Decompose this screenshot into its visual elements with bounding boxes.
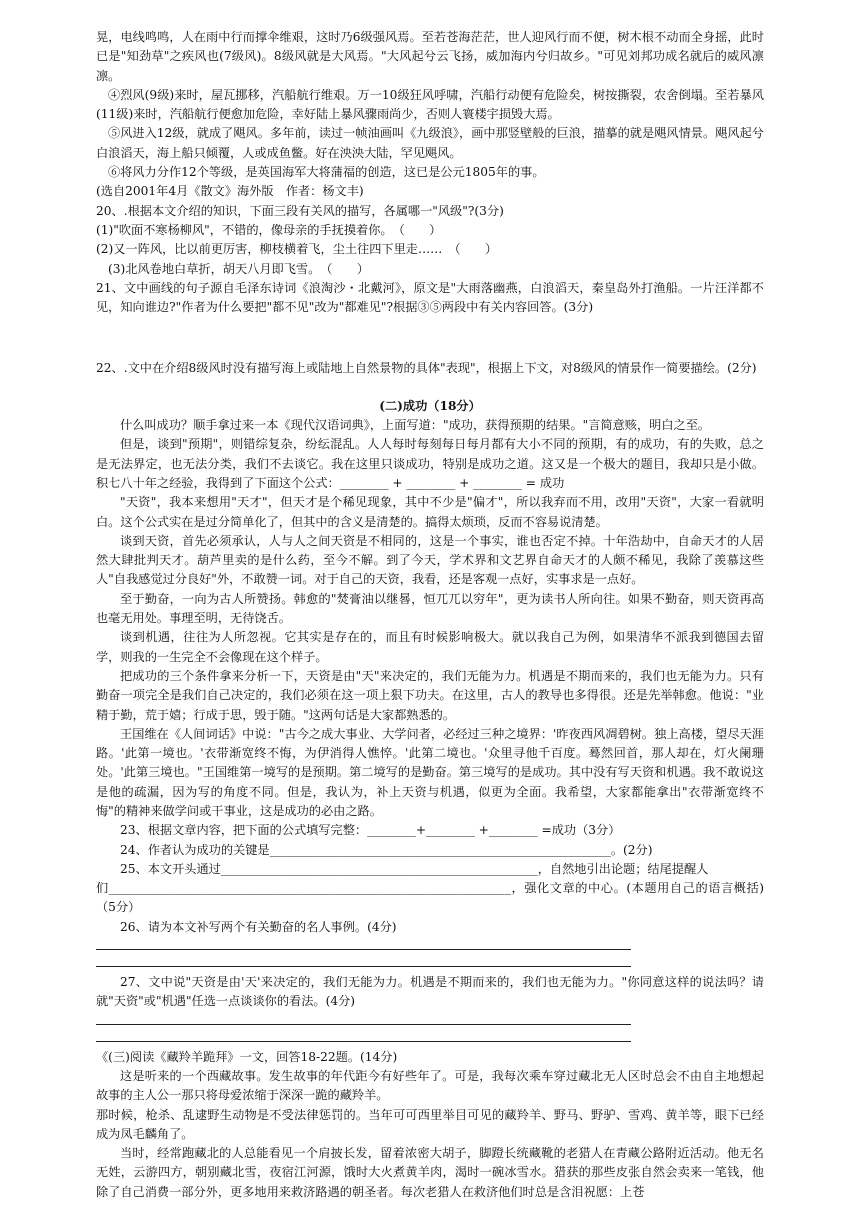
answer-line[interactable] [96, 1041, 631, 1042]
question-20: 20、.根据本文介绍的知识，下面三段有关风的描写，各属哪一"风级"?(3分) [96, 203, 504, 218]
question-23: 23、根据文章内容，把下面的公式填写完整：________+________ +________ =成功（3分） [120, 823, 621, 838]
question-20-item: (1)"吹面不寒杨柳风"，不错的，像母亲的手抚摸着你。 （ ） [96, 222, 442, 237]
source-note: (选自2001年4月《散文》海外版 作者：杨文丰) [96, 184, 364, 199]
answer-line[interactable] [96, 949, 631, 950]
question-20-item: (2)又一阵风，比以前更厉害，柳枝横着飞，尘土往四下里走…… （ ） [96, 242, 498, 257]
spacer [96, 379, 764, 391]
document-page [96, 28, 764, 1202]
answer-line[interactable] [96, 966, 631, 967]
paragraph: 这是听来的一个西藏故事。发生故事的年代距今有好些年了。可是，我每次乘车穿过藏北无人区时总会不由自主地想起故事的主人公一那只将母爱浓缩于深深一跪的藏羚羊。 [96, 1068, 764, 1103]
section-heading: 《(三)阅读《藏羚羊跪拜》一文，回答18-22题。(14分) [96, 1049, 398, 1064]
question-21: 21、文中画线的句子源自毛泽东诗词《浪淘沙・北戴河》，原文是"大雨落幽燕，白浪滔天，秦皇岛外打渔船。一片汪洋都不见，知向谁边?"作者为什么要把"都不见"改为"都难见"?根据③⑤两段中有关内容回答。(3分) [96, 280, 764, 315]
paragraph: "天资"，我本来想用"天才"，但天才是个稀见现象，其中不少是"偏才"，所以我弃而不用，改用"天资"，大家一看就明白。这个公式实在是过分简单化了，但其中的含义是清楚的。搞得太烦琐，反而不容易说清楚。 [96, 495, 764, 529]
question-25-cont: 们__________________________________________________________________，强化文章的中心。(本题用自己的语言概括)（5分） [96, 881, 764, 915]
paragraph: 把成功的三个条件拿来分析一下，天资是由"天"来决定的，我们无能为力。机遇是不期而来的，我们也无能为力。只有勤奋一项完全是我们自己决定的，我们必须在这一项上狠下功夫。在这里，古人的教导也多得很。还是先举韩愈。他说："业精于勤，荒于嬉；行成于思，毁于随。"这两句话是大家都熟悉的。 [96, 668, 764, 722]
paragraph: 那时候，枪杀、乱逮野生动物是不受法律惩罚的。当年可可西里举目可见的藏羚羊、野马、野驴、雪鸡、黄羊等，眼下已经成为凤毛麟角了。 [96, 1107, 764, 1141]
paragraph: 但是，谈到"预期"，则错综复杂，纷纭混乱。人人每时每刻每日每月都有大小不同的预期，有的成功，有的失败，总之是无法界定，也无法分类，我们不去谈它。我在这里只谈成功，特别是成功之道。这又是一个极大的题目，我却只是小做。积七八十年之经验，我得到了下面这个公式：________ + ________ + ________ = 成功 [96, 437, 764, 490]
question-25: 25、本文开头通过____________________________________________________，自然地引出论题；结尾提醒人 [120, 861, 709, 876]
question-20-item: (3)北风卷地白草折，胡天八月即飞雪。 （ ） [108, 261, 370, 276]
answer-space[interactable] [96, 317, 764, 359]
paragraph: 当时，经常跑藏北的人总能看见一个肩披长发，留着浓密大胡子，脚蹬长统藏靴的老猎人在青藏公路附近活动。他无名无姓，云游四方，朝别藏北雪，夜宿江河源，饿时大火煮黄羊肉，渴时一碗冰雪水。猎获的那些皮张自然会卖来一笔钱，他除了自己消费一部分外，更多地用来救济路遇的朝圣者。每次老猎人在救济他们时总是含泪祝愿：上苍 [96, 1146, 764, 1199]
section-title: (二)成功（18分） [379, 398, 481, 413]
paragraph: 谈到机遇，往往为人所忽视。它其实是存在的，而且有时候影响极大。就以我自己为例，如果清华不派我到德国去留学，则我的一生完全不会像现在这个样子。 [96, 630, 764, 664]
paragraph: ⑥将风力分作12个等级，是英国海军大将蒲福的创造，这已是公元1805年的事。 [108, 165, 545, 180]
paragraph: ⑤风进入12级，就成了飓风。多年前，读过一帧油画叫《九级浪》，画中那竖壁般的巨浪，描摹的就是飓风情景。飓风起兮白浪滔天，海上船只倾覆，人或成鱼鳖。好在泱泱大陆，罕见飓风。 [96, 126, 764, 160]
question-27: 27、文中说"天资是由'天'来决定的，我们无能为力。机遇是不期而来的，我们也无能为力。"你同意这样的说法吗？请就"天资"或"机遇"任选一点谈谈你的看法。(4分) [96, 975, 764, 1009]
question-22: 22、.文中在介绍8级风时没有描写海上或陆地上自然景物的具体"表现"，根据上下文，对8级风的情景作一简要描绘。(2分) [96, 361, 757, 376]
question-24: 24、作者认为成功的关键是________________________________________________________。(2分) [120, 842, 653, 857]
paragraph: 晃，电线鸣鸣，人在雨中行而撑伞维艰，这时乃6级强风焉。至若苍海茫茫，世人迎风行而不便，树木根不动而全身摇，此时已是"知劲草"之疾风也(7级风)。8级风就是大风焉。"大风起兮云飞扬，威加海内兮归故乡。"可见刘邦功成名就后的威风凛凛。 [96, 30, 764, 83]
paragraph: ④烈风(9级)来时，屋瓦挪移，汽船航行维艰。万一10级狂风呼啸，汽船行动便有危险矣，树按撕裂，农舍倒塌。至若暴风(11级)来时，汽船航行便愈加危险，幸好陆上暴风骤雨尚少，否则人寰楼宇损毁大焉。 [96, 87, 764, 122]
question-26: 26、请为本文补写两个有关勤奋的名人事例。(4分) [120, 919, 397, 934]
paragraph: 至于勤奋，一向为古人所赞扬。韩愈的"焚膏油以继晷，恒兀兀以穷年"，更为读书人所向往。如果不勤奋，则天资再高也毫无用处。事理至明，无待饶舌。 [96, 591, 764, 626]
answer-line[interactable] [96, 1024, 631, 1025]
paragraph: 王国维在《人间词话》中说："古今之成大事业、大学问者，必经过三种之境界：'昨夜西风凋碧树。独上高楼，望尽天涯路。'此第一境也。'衣带渐宽终不悔，为伊消得人憔悴。'此第二境也。'众里寻他千百度。蓦然回首，那人却在，灯火阑珊处。'此第三境也。"王国维第一境写的是预期。第二境写的是勤奋。第三境写的是成功。其中没有写天资和机遇。我不敢说这是他的疏漏，因为写的角度不同。但是，我认为，补上天资与机遇，似更为全面。我希望，大家都能拿出"衣带渐宽终不悔"的精神来做学问或干事业，这是成功的必由之路。 [96, 726, 764, 818]
paragraph: 什么叫成功？顺手拿过来一本《现代汉语词典》，上面写道："成功，获得预期的结果。"言简意赅，明白之至。 [120, 418, 711, 433]
paragraph: 谈到天资，首先必须承认，人与人之间天资是不相同的，这是一个事实，谁也否定不掉。十年浩劫中，自命天才的人居然大肆批判天才。葫芦里卖的是什么药，至今不解。到了今天，学术界和文艺界自命天才的人颇不稀见，我除了羡慕这些人"自我感觉过分良好"外，不敢赞一词。对于自己的天资，我看，还是客观一点好，实事求是一点好。 [96, 533, 764, 587]
